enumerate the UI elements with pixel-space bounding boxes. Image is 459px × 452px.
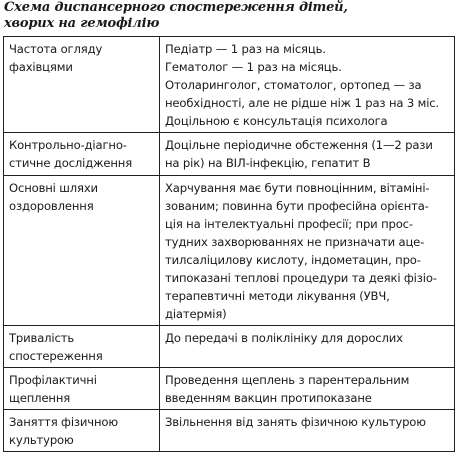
row-value-cell (160, 176, 455, 326)
value-line: Педіатр — 1 раз на місяць. (165, 42, 326, 56)
row-value-cell (160, 37, 455, 133)
row-value-cell (160, 133, 455, 176)
row-label-cell (4, 133, 160, 176)
value-line: введенням вакцин протипоказане (165, 391, 372, 405)
label-line: Тривалість (9, 331, 75, 345)
value-line: зованим; повинна бути професійна орієнта- (165, 199, 429, 213)
value-line: Харчування має бути повноцінним, вітаміні- (165, 181, 430, 195)
label-line: культурою (9, 433, 74, 447)
row-label-cell (4, 37, 160, 133)
label-line: щеплення (9, 391, 71, 405)
table-row (4, 410, 455, 452)
label-line: фахівцями (9, 60, 73, 74)
label-line: Заняття фізичною (9, 415, 118, 429)
label-line: Контрольно-діагно- (9, 138, 127, 152)
label-line: Основні шляхи (9, 181, 98, 195)
label-line: стичне дослідження (9, 156, 133, 170)
value-line: ція на інтелектуальні професії; при прос- (165, 217, 413, 231)
value-line: Доцільне періодичне обстеження (1—2 рази (165, 138, 433, 152)
label-line: спостереження (9, 349, 103, 363)
value-line: Звільнення від занять фізичною культурою (165, 415, 426, 429)
table-row (4, 368, 455, 410)
table-row (4, 133, 455, 176)
row-value-cell (160, 368, 455, 410)
table-caption (4, 0, 444, 32)
value-line: тудних захворюваннях не призначати аце- (165, 235, 425, 249)
value-line: До передачі в поліклініку для дорослих (165, 331, 403, 345)
row-value-cell (160, 326, 455, 368)
value-line: Проведення щеплень з парентеральним (165, 373, 410, 387)
value-line: тилсаліцилову кислоту, індометацин, про- (165, 253, 421, 267)
label-line: Профілактичні (9, 373, 97, 387)
row-label-cell (4, 176, 160, 326)
label-line: оздоровлення (9, 199, 94, 213)
value-line: Гематолог — 1 раз на місяць. (165, 60, 342, 74)
value-line: необхідності, але не рідше ніж 1 раз на 3 міс. (165, 96, 440, 110)
caption-line: хворих на гемофілію (4, 16, 160, 31)
dispensary-scheme-table (3, 36, 455, 452)
table-row (4, 37, 455, 133)
caption-line: Схема диспансерного спостереження дітей, (4, 0, 348, 15)
label-line: Частота огляду (9, 42, 103, 56)
value-line: Доцільною є консультація психолога (165, 114, 388, 128)
row-label-cell (4, 326, 160, 368)
row-label-cell (4, 410, 160, 452)
value-line: типоказані теплові процедури та деякі фізіо- (165, 271, 437, 285)
value-line: на рік) на ВІЛ-інфекцію, гепатит В (165, 156, 371, 170)
value-line: діатермія) (165, 307, 227, 321)
row-label-cell (4, 368, 160, 410)
table-row (4, 326, 455, 368)
table-row (4, 176, 455, 326)
value-line: Отоларинголог, стоматолог, ортопед — за (165, 78, 422, 92)
value-line: терапевтичні методи лікування (УВЧ, (165, 289, 390, 303)
row-value-cell (160, 410, 455, 452)
